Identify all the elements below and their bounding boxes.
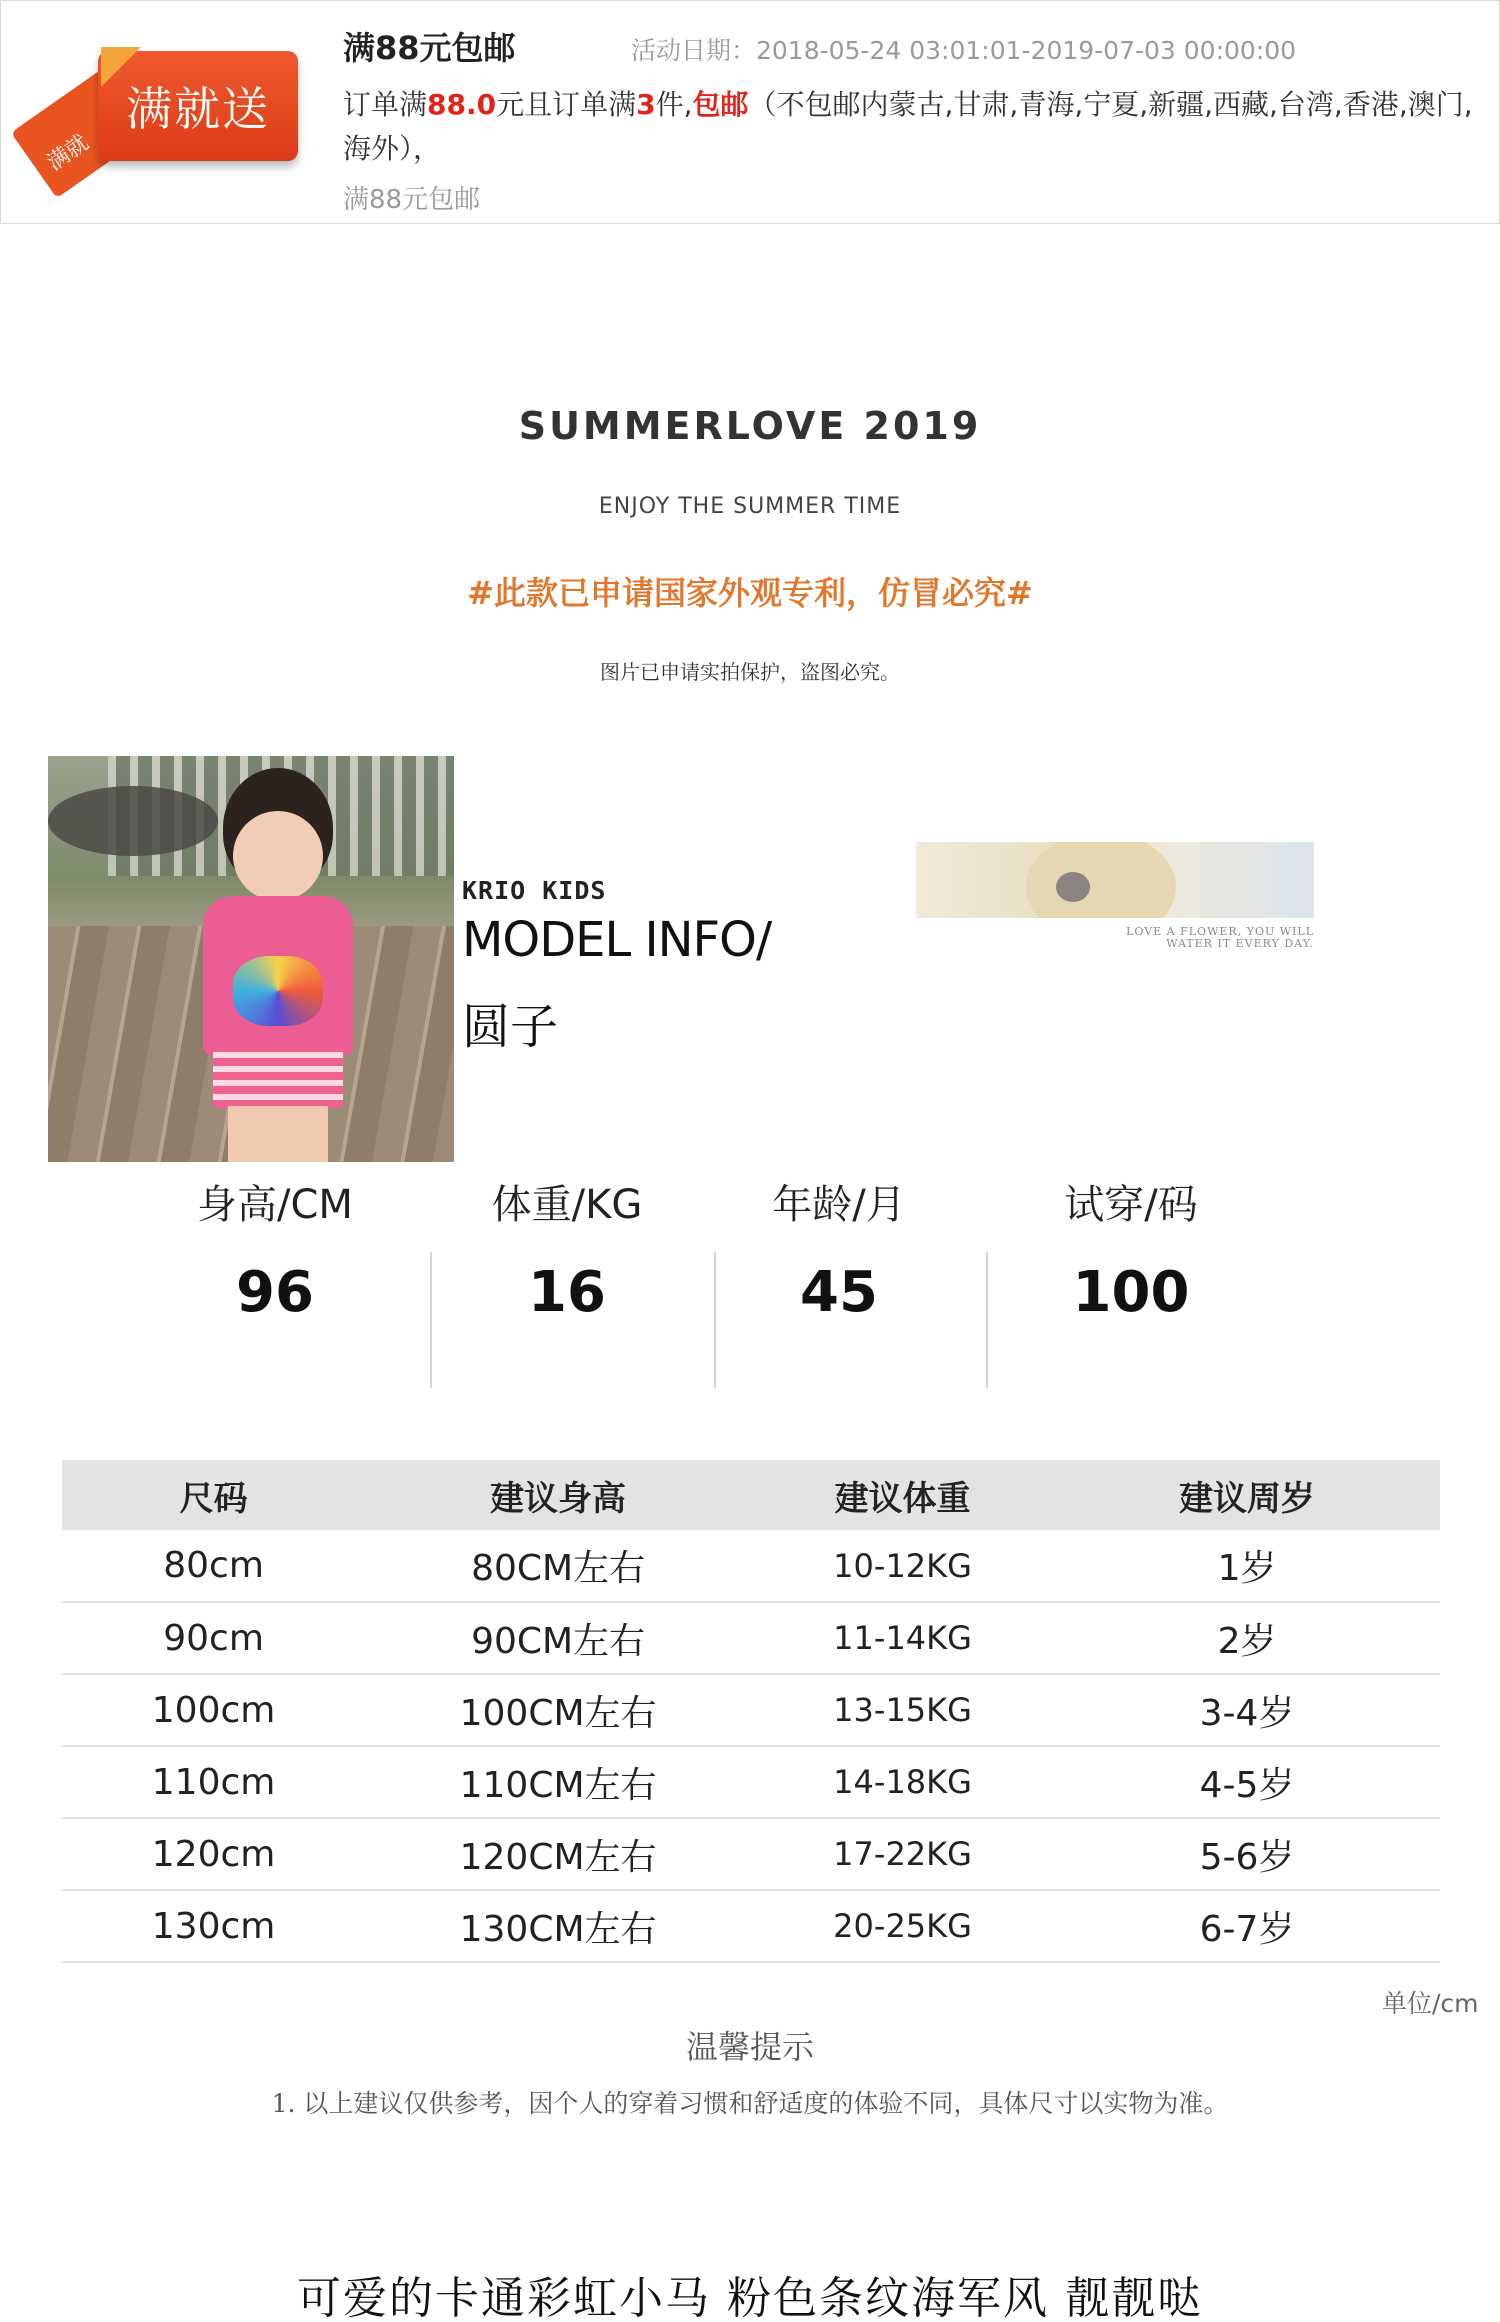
unit-note: 单位/cm <box>1382 1989 1479 2018</box>
table-cell: 100cm <box>62 1674 365 1746</box>
tip-title: 温馨提示 <box>685 2028 814 2066</box>
table-cell: 130CM左右 <box>365 1890 751 1962</box>
promo-desc-count: 3 <box>636 88 656 121</box>
table-cell: 2岁 <box>1054 1602 1440 1674</box>
photo-kid-face <box>233 811 323 901</box>
promo-desc-mid: 元且订单满 <box>496 88 637 121</box>
table-cell: 100CM左右 <box>365 1674 751 1746</box>
table-cell: 110CM左右 <box>365 1746 751 1818</box>
size-table-header: 建议周岁 <box>1054 1460 1440 1530</box>
stat-label: 体重/KG <box>491 1182 643 1228</box>
table-cell: 3-4岁 <box>1054 1674 1440 1746</box>
stat-label: 身高/CM <box>197 1182 353 1228</box>
promo-bar <box>0 0 1500 224</box>
stat-value: 100 <box>1072 1260 1190 1325</box>
stat-size <box>986 1170 1276 1325</box>
unicorn-print-icon <box>233 956 323 1026</box>
stat-weight <box>422 1170 712 1325</box>
model-photo <box>48 756 454 1162</box>
size-table-header: 建议身高 <box>365 1460 751 1530</box>
promo-badge <box>23 41 283 191</box>
decorative-caption-line-2: WATER IT EVERY DAY. <box>1166 937 1314 950</box>
decorative-caption <box>1100 926 1314 950</box>
product-tagline: 可爱的卡通彩虹小马 粉色条纹海军风 靓靓哒 <box>297 2273 1203 2322</box>
stat-value: 45 <box>800 1260 878 1325</box>
size-table-header: 建议体重 <box>751 1460 1054 1530</box>
promo-title: 满88元包邮 <box>343 29 516 67</box>
decorative-banner <box>916 842 1314 918</box>
table-cell: 90CM左右 <box>365 1602 751 1674</box>
table-cell: 4-5岁 <box>1054 1746 1440 1818</box>
table-row <box>62 1890 1440 1962</box>
table-cell: 6-7岁 <box>1054 1890 1440 1962</box>
promo-desc-prefix: 订单满 <box>343 88 428 121</box>
collection-subtitle: ENJOY THE SUMMER TIME <box>598 494 902 519</box>
table-cell: 120CM左右 <box>365 1818 751 1890</box>
promo-desc-amount: 88.0 <box>427 88 497 121</box>
stat-label: 年龄/月 <box>772 1182 906 1228</box>
table-cell: 80CM左右 <box>365 1530 751 1602</box>
photo-kid-legs <box>228 1106 328 1162</box>
table-row <box>62 1602 1440 1674</box>
tip-text: 1. 以上建议仅供参考，因个人的穿着习惯和舒适度的体验不同，具体尺寸以实物为准。 <box>271 2089 1229 2118</box>
promo-desc-exclusions: （不包邮内蒙古,甘肃,青海,宁夏,新疆,西藏,台湾,香港,澳门,海外）， <box>343 88 1473 165</box>
size-table-header: 尺码 <box>62 1460 365 1530</box>
stat-value: 16 <box>528 1260 606 1325</box>
table-row <box>62 1674 1440 1746</box>
table-cell: 13-15KG <box>751 1674 1054 1746</box>
table-cell: 90cm <box>62 1602 365 1674</box>
badge-main-label: 满就送 <box>126 82 270 136</box>
table-cell: 5-6岁 <box>1054 1818 1440 1890</box>
model-name: 圆子 <box>462 999 559 1055</box>
table-cell: 80cm <box>62 1530 365 1602</box>
promo-description <box>343 83 1473 171</box>
table-cell: 120cm <box>62 1818 365 1890</box>
promo-desc-free: 包邮 <box>692 88 749 121</box>
table-row <box>62 1818 1440 1890</box>
badge-fold-icon <box>101 47 141 87</box>
size-chart-section <box>0 1438 1500 2038</box>
model-stats <box>0 1170 1500 1390</box>
photo-kid-shorts <box>213 1048 343 1108</box>
bear-illustration-icon <box>1026 842 1176 918</box>
table-cell: 20-25KG <box>751 1890 1054 1962</box>
size-table-header-row <box>62 1460 1440 1530</box>
badge-ribbon-label: 满就 <box>42 130 94 177</box>
collection-title: SUMMERLOVE 2019 <box>518 404 982 448</box>
promo-desc-unit: 件, <box>655 88 693 121</box>
table-cell: 17-22KG <box>751 1818 1054 1890</box>
table-cell: 1岁 <box>1054 1530 1440 1602</box>
model-info-title: MODEL INFO/ <box>462 912 772 968</box>
table-row <box>62 1746 1440 1818</box>
photo-table <box>48 786 218 856</box>
table-cell: 130cm <box>62 1890 365 1962</box>
table-cell: 10-12KG <box>751 1530 1054 1602</box>
decorative-caption-line-1: LOVE A FLOWER, YOU WILL <box>1126 925 1314 938</box>
stat-age <box>694 1170 984 1325</box>
size-table <box>62 1460 1440 1963</box>
promo-subtitle: 满88元包邮 <box>343 185 481 215</box>
table-row <box>62 1530 1440 1602</box>
bear-nose-icon <box>1056 872 1090 902</box>
table-cell: 11-14KG <box>751 1602 1054 1674</box>
stat-value: 96 <box>236 1260 314 1325</box>
stat-label: 试穿/码 <box>1064 1182 1198 1228</box>
brand-name: KRIO KIDS <box>462 876 607 905</box>
promo-date: 活动日期：2018-05-24 03:01:01-2019-07-03 00:00:00 <box>631 36 1297 65</box>
table-cell: 14-18KG <box>751 1746 1054 1818</box>
table-cell: 110cm <box>62 1746 365 1818</box>
photo-protection-notice: 图片已申请实拍保护，盗图必究。 <box>600 660 900 684</box>
stat-height <box>130 1170 420 1325</box>
patent-notice: #此款已申请国家外观专利，仿冒必究# <box>467 574 1033 612</box>
